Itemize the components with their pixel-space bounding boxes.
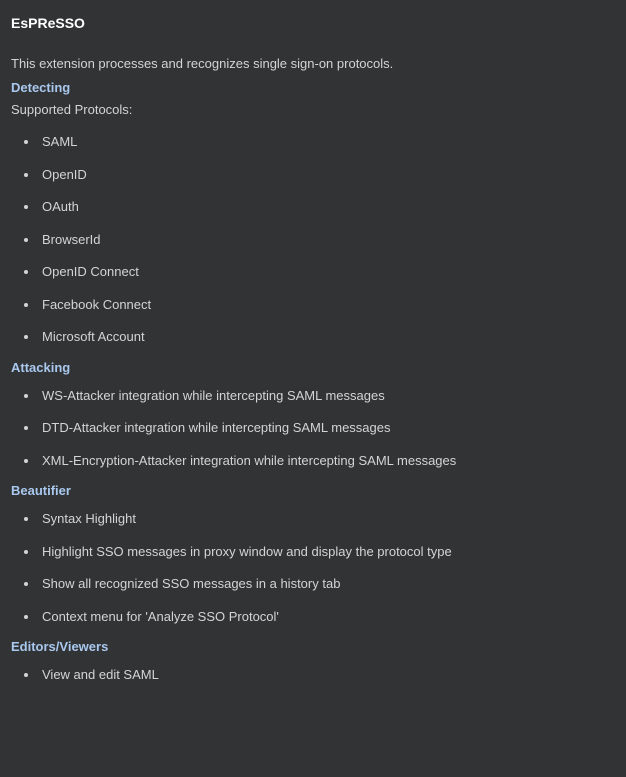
- supported-protocols-label: Supported Protocols:: [11, 102, 133, 117]
- bullet-icon: [24, 459, 28, 463]
- list-item: View and edit SAML: [11, 659, 615, 692]
- bullet-icon: [24, 238, 28, 242]
- bullet-icon: [24, 335, 28, 339]
- list-item: DTD-Attacker integration while intercepting SAML messages: [11, 412, 615, 445]
- bullet-icon: [24, 205, 28, 209]
- bullet-icon: [24, 270, 28, 274]
- intro-text: This extension processes and recognizes single sign-on protocols.: [11, 56, 394, 71]
- list-item: Show all recognized SSO messages in a history tab: [11, 568, 615, 601]
- section-heading-attacking: Attacking: [11, 359, 71, 375]
- bullet-icon: [24, 673, 28, 677]
- list-item: Syntax Highlight: [11, 503, 615, 536]
- list-item: Facebook Connect: [11, 289, 615, 322]
- bullet-icon: [24, 173, 28, 177]
- bullet-icon: [24, 615, 28, 619]
- list-item: XML-Encryption-Attacker integration while intercepting SAML messages: [11, 445, 615, 478]
- editors-list: [11, 659, 615, 692]
- bullet-icon: [24, 550, 28, 554]
- bullet-icon: [24, 426, 28, 430]
- page-title: EsPReSSO: [11, 15, 85, 31]
- list-item: OAuth: [11, 191, 615, 224]
- list-item: OpenID Connect: [11, 256, 615, 289]
- detecting-list: [11, 126, 615, 354]
- list-item: Highlight SSO messages in proxy window and display the protocol type: [11, 536, 615, 569]
- section-heading-detecting: Detecting: [11, 80, 71, 95]
- bullet-icon: [24, 582, 28, 586]
- attacking-list: [11, 380, 615, 478]
- bullet-icon: [24, 394, 28, 398]
- section-heading-editors-viewers: Editors/Viewers: [11, 639, 109, 654]
- list-item: BrowserId: [11, 224, 615, 257]
- bullet-icon: [24, 303, 28, 307]
- list-item: Microsoft Account: [11, 321, 615, 354]
- list-item: WS-Attacker integration while intercepting SAML messages: [11, 380, 615, 413]
- bullet-icon: [24, 140, 28, 144]
- beautifier-list: [11, 503, 615, 633]
- list-item: Context menu for 'Analyze SSO Protocol': [11, 601, 615, 634]
- bullet-icon: [24, 517, 28, 521]
- section-heading-beautifier: Beautifier: [11, 483, 71, 498]
- list-item: OpenID: [11, 159, 615, 192]
- list-item: SAML: [11, 126, 615, 159]
